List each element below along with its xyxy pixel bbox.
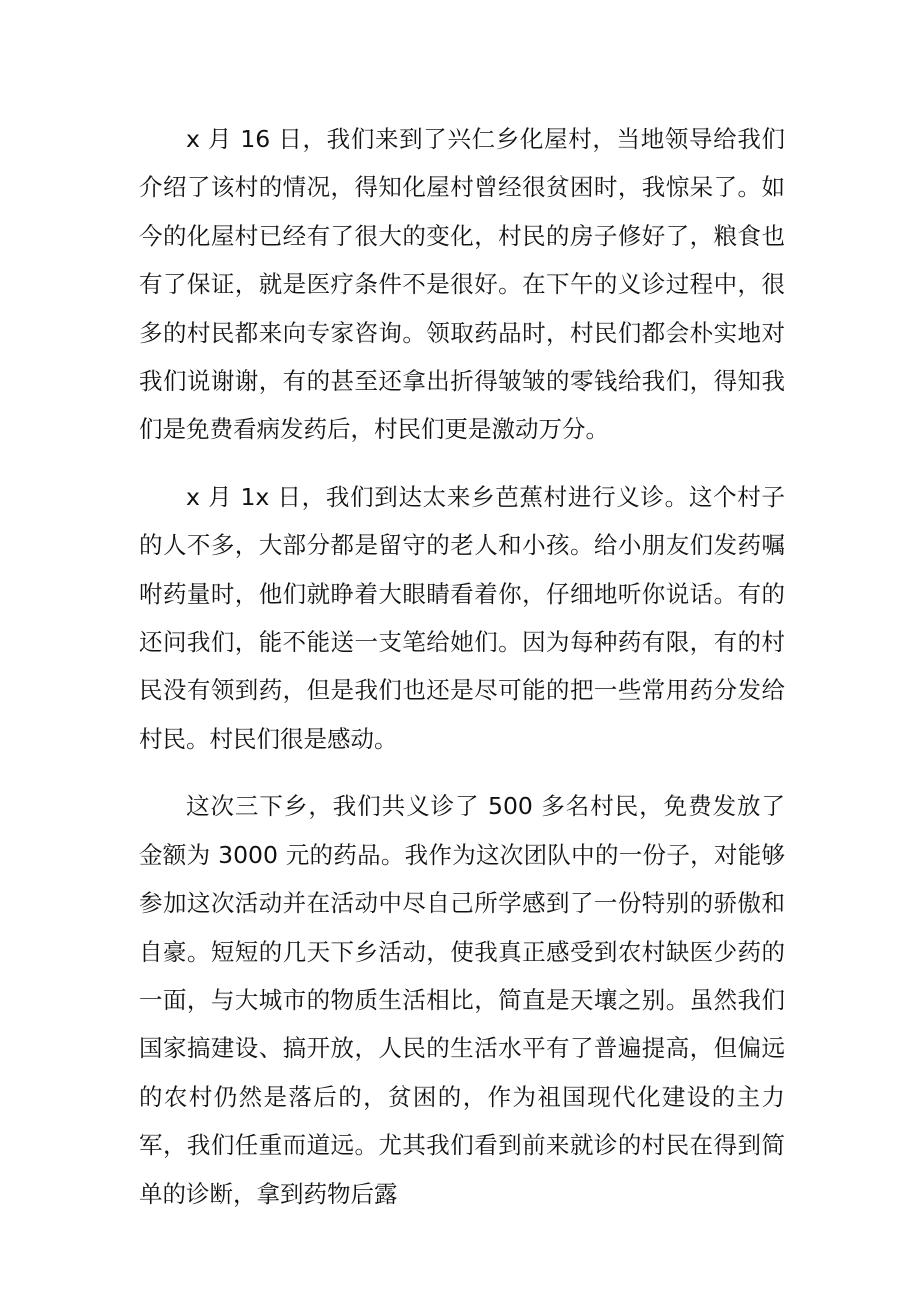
document-body [139, 115, 785, 1218]
paragraph-2: x 月 1x 日，我们到达太来乡芭蕉村进行义诊。这个村子的人不多，大部分都是留守的老人和小孩。给小朋友们发药嘱咐药量时，他们就睁着大眼睛看着你，仔细地听你说话。有的还问我们，能不能送一支笔给她们。因为每种药有限，有的村民没有领到药，但是我们也还是尽可能的把一些常用药分发给村民。村民们很是感动。 [139, 482, 785, 753]
paragraph-1: x 月 16 日，我们来到了兴仁乡化屋村，当地领导给我们介绍了该村的情况，得知化屋村曾经很贫困时，我惊呆了。如今的化屋村已经有了很大的变化，村民的房子修好了，粮食也有了保证，就是医疗条件不是很好。在下午的义诊过程中，很多的村民都来向专家咨询。领取药品时，村民们都会朴实地对我们说谢谢，有的甚至还拿出折得皱皱的零钱给我们，得知我们是免费看病发药后，村民们更是激动万分。 [139, 125, 785, 444]
paragraph-3: 这次三下乡，我们共义诊了 500 多名村民，免费发放了金额为 3000 元的药品。我作为这次团队中的一份子，对能够参加这次活动并在活动中尽自己所学感到了一份特别的骄傲和自豪。短短的几天下乡活动，使我真正感受到农村缺医少药的一面，与大城市的物质生活相比，简直是天壤之别。虽然我们国家搞建设、搞开放，人民的生活水平有了普遍提高，但偏远的农村仍然是落后的，贫困的，作为祖国现代化建设的主力军，我们任重而道远。尤其我们看到前来就诊的村民在得到简单的诊断，拿到药物后露 [139, 792, 785, 1208]
